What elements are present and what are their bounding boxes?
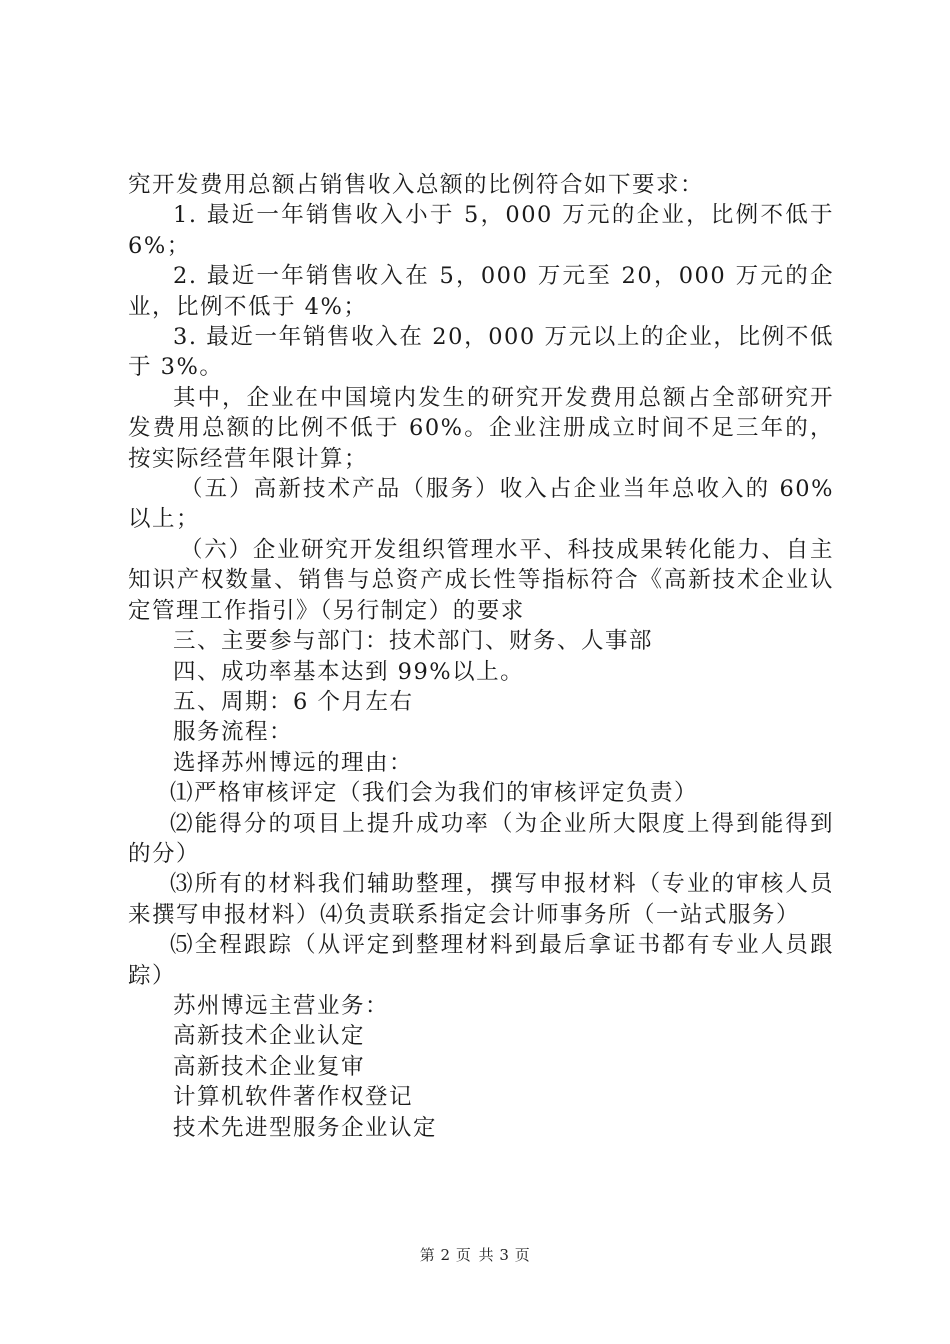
paragraph-business-4: 技术先进型服务企业认定 (173, 1114, 438, 1141)
page-footer (0, 1244, 950, 1265)
page-number: 第 2 页 (419, 1246, 472, 1264)
paragraph-criterion-5: （五）高新技术产品（服务）收入占企业当年总收入的 60%以上； (128, 476, 834, 533)
paragraph-success-rate: 四、成功率基本达到 99%以上。 (173, 658, 525, 685)
paragraph-reason-3-4: ⑶所有的材料我们辅助整理，撰写申报材料（专业的审核人员来撰写申报材料）⑷负责联系指定会计师事务所（一站式服务） (128, 871, 834, 928)
paragraph-business-2: 高新技术企业复审 (173, 1053, 366, 1080)
paragraph-item-1: 1. 最近一年销售收入小于 5，000 万元的企业，比例不低于 6%； (128, 202, 834, 259)
paragraph-reason-2: ⑵能得分的项目上提升成功率（为企业所大限度上得到能得到的分） (128, 810, 834, 867)
page-total: 共 3 页 (478, 1246, 531, 1264)
paragraph-intro: 究开发费用总额占销售收入总额的比例符合如下要求： (128, 172, 705, 198)
paragraph-domestic-ratio: 其中，企业在中国境内发生的研究开发费用总额占全部研究开发费用总额的比例不低于 60%。企业注册成立时间不足三年的，按实际经营年限计算； (128, 384, 834, 472)
paragraph-reasons-heading: 选择苏州博远的理由： (173, 749, 414, 776)
paragraph-business-heading: 苏州博远主营业务： (173, 992, 390, 1019)
paragraph-service-process: 服务流程： (173, 719, 294, 746)
paragraph-criterion-6: （六）企业研究开发组织管理水平、科技成果转化能力、自主知识产权数量、销售与总资产成长性等指标符合《高新技术企业认定管理工作指引》（另行制定）的要求 (128, 536, 834, 624)
paragraph-item-2: 2. 最近一年销售收入在 5，000 万元至 20，000 万元的企业，比例不低于 4%； (128, 263, 834, 320)
paragraph-departments: 三、主要参与部门：技术部门、财务、人事部 (173, 628, 654, 655)
document-body (128, 170, 834, 1143)
paragraph-reason-1: ⑴严格审核评定（我们会为我们的审核评定负责） (170, 780, 699, 807)
paragraph-period: 五、周期：6 个月左右 (173, 688, 414, 715)
paragraph-reason-5: ⑸全程跟踪（从评定到整理材料到最后拿证书都有专业人员跟踪） (128, 932, 834, 989)
paragraph-business-1: 高新技术企业认定 (173, 1023, 366, 1050)
paragraph-business-3: 计算机软件著作权登记 (173, 1084, 414, 1111)
paragraph-item-3: 3. 最近一年销售收入在 20，000 万元以上的企业，比例不低于 3%。 (128, 324, 834, 381)
